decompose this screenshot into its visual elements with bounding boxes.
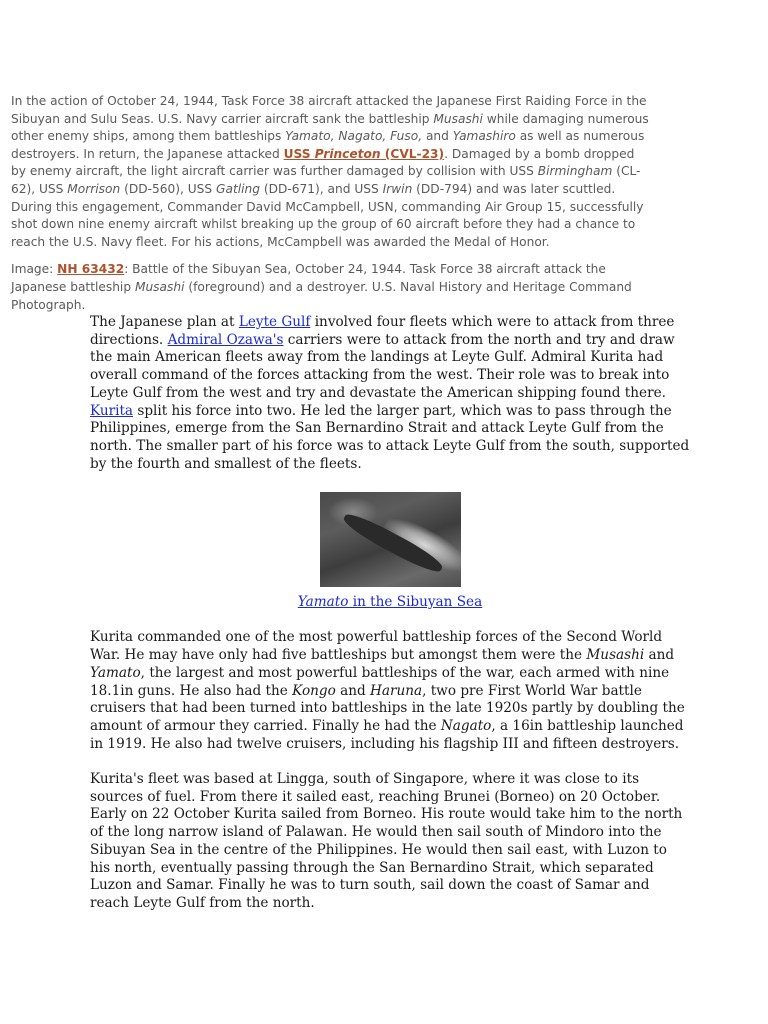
article-paragraph: Kurita's fleet was based at Lingga, south of Singapore, where it was close to its sources of fuel. From there it sailed east, reaching Brunei (Borneo) on 20 October. Early on 22 October Kurita sailed from Borneo. His route would take him to the north of the long narrow island of Palawan. He would then sail south of Mindoro into the Sibuyan Sea in the centre of the Philippines. He would then sail east, with Luzon to his north, eventually passing through the San Bernardino Strait, which separated Luzon and Samar. Finally he was to turn south, sail down the coast of Samar and reach Leyte Gulf from the north.	[90, 771, 683, 911]
link-text: (CVL-23)	[380, 146, 445, 161]
leyte-gulf-link[interactable]: Leyte Gulf	[238, 314, 311, 330]
article-text: , two pre First World War battle cruisers that had been turned into battleships in the late 1920s partly by doubling the amount of armour they carried. Finally he had the	[90, 682, 685, 734]
caption-text: (DD-794) and was later scuttled. During this engagement, Commander David McCampbell, USN, commanding Air Group 15, successfully shot down nine enemy aircraft whilst breaking up the group of 60 aircraft before they had a chance to reach the U.S. Navy fleet. For his actions, McCampbell was awarded the Medal of Honor.	[11, 181, 644, 249]
figure-caption-link[interactable]	[90, 594, 690, 612]
article-paragraph	[90, 629, 690, 753]
caption-ship-name: Gatling	[216, 181, 260, 196]
yamato-photo[interactable]	[320, 492, 461, 587]
caption-ship-names: Yamato, Nagato, Fuso,	[285, 129, 423, 144]
nh-63432-link[interactable]: NH 63432	[57, 262, 125, 277]
image-label: Image:	[11, 262, 58, 277]
caption-ship-name: Morrison	[67, 181, 121, 196]
credit-ship-name: Musashi	[134, 279, 185, 294]
article-text: The Japanese plan at	[90, 314, 239, 330]
article-text: involved four fleets which were to attack from three directions.	[90, 314, 675, 348]
caption-text: (CL-62), USS	[11, 164, 641, 196]
image-credit-paragraph	[11, 261, 651, 314]
article-text: carriers were to attack from the north and try and draw the main American fleets away from the landings at Leyte Gulf. Admiral Kurita had overall command of the forces attacking from the west. Their role was to break into Leyte Gulf from the west and try and devastate the American shipping found there.	[90, 331, 675, 401]
link-text: USS	[283, 146, 315, 161]
ship-name: Haruna	[370, 682, 423, 699]
caption-text: In the action of October 24, 1944, Task Force 38 aircraft attacked the Japanese First Raiding Force in the Sibuyan and Sulu Seas. U.S. Navy carrier aircraft sank the battleship	[11, 94, 647, 126]
article-text: split his force into two. He led the larger part, which was to pass through the Philippines, emerge from the San Bernardino Strait and attack Leyte Gulf from the north. The smaller part of his force was to attack Leyte Gulf from the south, supported by the fourth and smallest of the fleets.	[90, 402, 690, 472]
caption-paragraph	[11, 93, 651, 251]
figure-caption-ship: Yamato	[297, 593, 349, 610]
caption-ship-name: Birmingham	[537, 164, 613, 179]
caption-text: while damaging numerous other enemy ships, among them battleships	[11, 111, 649, 144]
article-body	[90, 314, 690, 930]
article-text: Kurita commanded one of the most powerful battleship forces of the Second World War. He may have only had five battleships but amongst them were the	[90, 629, 663, 664]
caption-text: (DD-560), USS	[120, 181, 217, 196]
credit-text: (foreground) and a destroyer. U.S. Naval History and Heritage Command Photograph.	[11, 279, 632, 312]
article-text: , a 16in battleship launched in 1919. He also had twelve cruisers, including his flagship III and fifteen destroyers.	[90, 717, 684, 752]
ship-name: Kongo	[292, 682, 336, 699]
caption-ship-name: Yamashiro	[452, 129, 516, 144]
caption-text: (DD-671), and USS	[259, 181, 383, 196]
figure-caption-text: in the Sibuyan Sea	[348, 593, 483, 610]
ship-name: Yamato	[90, 664, 141, 681]
caption-text: and	[422, 129, 453, 144]
article-text: and	[335, 682, 370, 699]
article-text: and	[644, 647, 675, 664]
ship-name: Musashi	[586, 647, 645, 664]
credit-text: : Battle of the Sibuyan Sea, October 24, 1944. Task Force 38 aircraft attack the Japanese battleship	[11, 262, 606, 294]
photo-caption-block	[11, 93, 651, 314]
kurita-link[interactable]: Kurita	[90, 402, 134, 419]
caption-ship-name: Musashi	[433, 111, 483, 126]
ship-name: Nagato	[440, 717, 492, 734]
article-text: , the largest and most powerful battleships of the war, each armed with nine 18.1in guns. He also had the	[90, 664, 670, 699]
caption-ship-name: Irwin	[382, 181, 413, 196]
caption-text: . Damaged by a bomb dropped by enemy aircraft, the light aircraft carrier was further damaged by collision with USS	[11, 146, 635, 179]
article-paragraph	[90, 314, 690, 473]
caption-text: as well as numerous destroyers. In return, the Japanese attacked	[11, 129, 645, 161]
link-ship-name: Princeton	[314, 146, 381, 161]
admiral-ozawa-link[interactable]: Admiral Ozawa's	[167, 331, 284, 348]
uss-princeton-link[interactable]	[284, 147, 445, 161]
article-figure	[90, 491, 690, 611]
